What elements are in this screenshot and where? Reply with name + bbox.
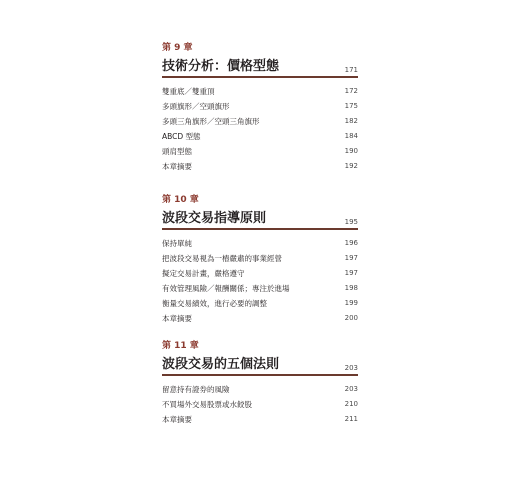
entry-title: 留意持有證券的風險 — [162, 385, 230, 394]
chapter-page-number: 171 — [344, 66, 358, 74]
chapter-heading — [162, 58, 358, 78]
entry-page-number: 184 — [344, 132, 358, 140]
entry-page-number: 197 — [344, 254, 358, 262]
toc-entry — [162, 412, 358, 427]
entry-title: 本章摘要 — [162, 162, 192, 171]
toc-entry — [162, 129, 358, 144]
chapter-number: 第 9 章 — [162, 43, 193, 53]
entry-title: 頭肩型態 — [162, 147, 192, 156]
entry-page-number: 175 — [344, 102, 358, 110]
chapter-11-section — [162, 340, 358, 427]
entry-page-number: 197 — [344, 269, 358, 277]
entry-title: 不買場外交易股票或水餃股 — [162, 400, 252, 409]
toc-entry — [162, 144, 358, 159]
toc-entry — [162, 251, 358, 266]
entry-page-number: 210 — [344, 400, 358, 408]
chapter-heading — [162, 356, 358, 376]
toc-entry — [162, 159, 358, 174]
toc-entry — [162, 397, 358, 412]
entry-title: 多頭三角旗形／空頭三角旗形 — [162, 117, 260, 126]
entry-page-number: 196 — [344, 239, 358, 247]
chapter-title: 波段交易指導原則 — [162, 211, 267, 226]
entry-title: 多頭旗形／空頭旗形 — [162, 102, 230, 111]
entry-page-number: 192 — [344, 162, 358, 170]
toc-entry — [162, 281, 358, 296]
toc-entry — [162, 114, 358, 129]
entry-title: 雙重底／雙重頂 — [162, 87, 215, 96]
entry-page-number: 200 — [344, 314, 358, 322]
entry-page-number: 198 — [344, 284, 358, 292]
chapter-number: 第 10 章 — [162, 195, 199, 205]
entry-title: 有效管理風險／報酬關係；專注於進場 — [162, 284, 290, 293]
chapter-heading — [162, 210, 358, 230]
entry-title: ABCD 型態 — [162, 132, 201, 141]
toc-entry — [162, 99, 358, 114]
entry-title: 本章摘要 — [162, 415, 192, 424]
entry-title: 保持單純 — [162, 239, 192, 248]
toc-entry — [162, 311, 358, 326]
entry-page-number: 182 — [344, 117, 358, 125]
entry-page-number: 190 — [344, 147, 358, 155]
entry-page-number: 172 — [344, 87, 358, 95]
chapter-page-number: 195 — [344, 218, 358, 226]
toc-entry — [162, 84, 358, 99]
chapter-title: 波段交易的五個法則 — [162, 357, 280, 372]
entry-title: 把波段交易視為一樁嚴肅的事業經營 — [162, 254, 282, 263]
section-list — [162, 382, 358, 427]
section-list — [162, 84, 358, 174]
toc-entry — [162, 236, 358, 251]
chapter-9-section — [162, 42, 358, 174]
entry-title: 衡量交易績效，進行必要的調整 — [162, 299, 267, 308]
toc-entry — [162, 296, 358, 311]
chapter-10-section — [162, 194, 358, 326]
chapter-page-number: 203 — [344, 364, 358, 372]
entry-title: 本章摘要 — [162, 314, 192, 323]
chapter-number: 第 11 章 — [162, 341, 199, 351]
entry-page-number: 211 — [344, 415, 358, 423]
section-list — [162, 236, 358, 326]
chapter-title: 技術分析：價格型態 — [162, 59, 280, 74]
entry-page-number: 199 — [344, 299, 358, 307]
entry-page-number: 203 — [344, 385, 358, 393]
entry-title: 擬定交易計畫，嚴格遵守 — [162, 269, 245, 278]
toc-entry — [162, 266, 358, 281]
toc-entry — [162, 382, 358, 397]
